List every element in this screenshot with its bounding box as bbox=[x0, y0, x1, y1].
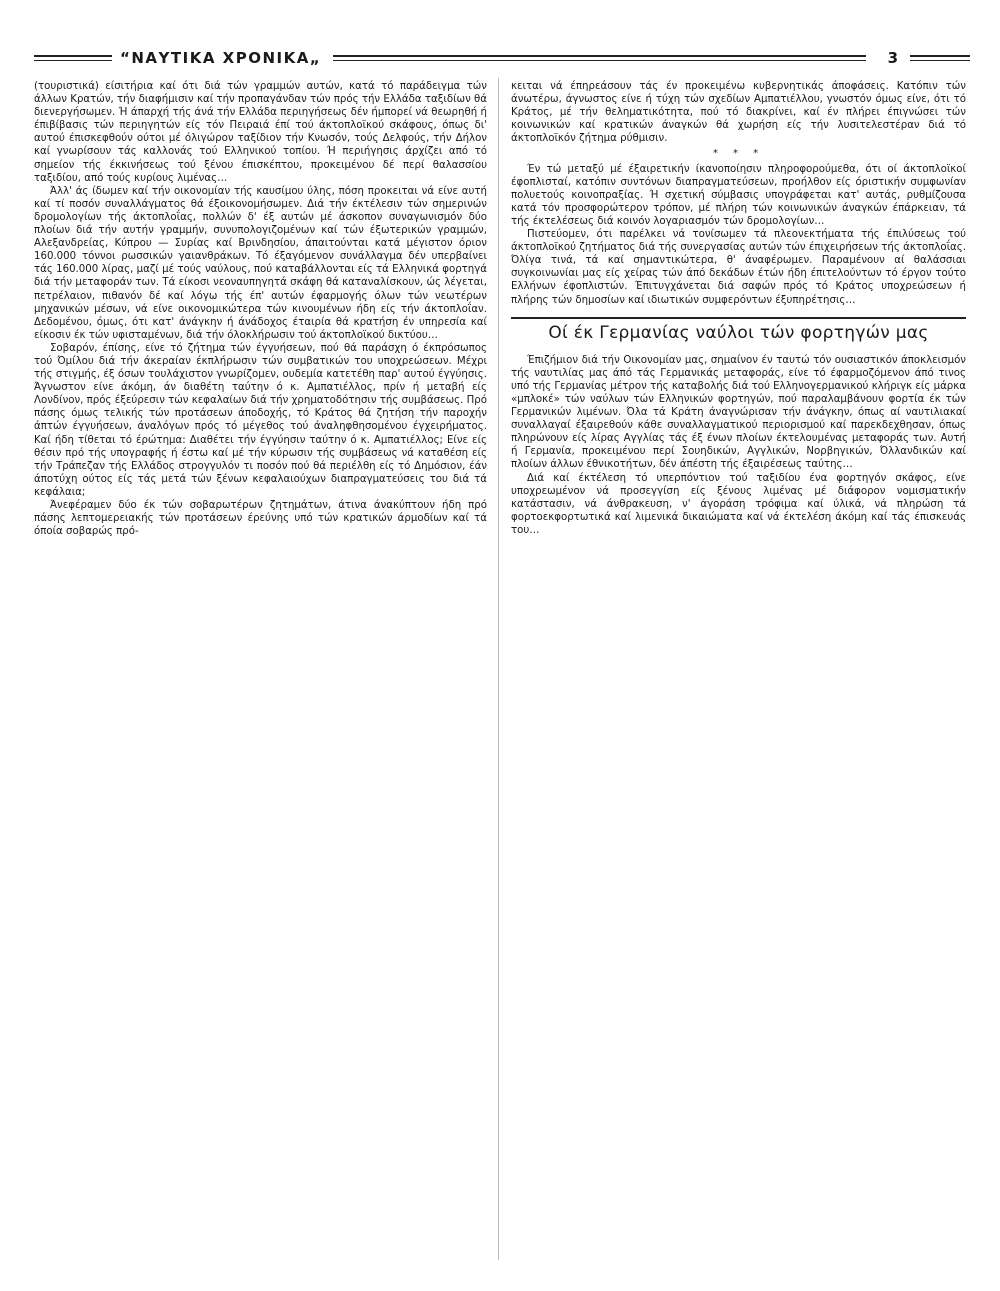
masthead bbox=[34, 46, 970, 70]
right-column bbox=[511, 80, 966, 1258]
left-paragraph: (τουριστικά) είσιτήρια καί ότι διά τών γραμμών αυτών, κατά τό παράδειγμα τών άλλων Κρατών, τήν διαφήμισιν καί τήν προπαγάνδαν τών πρός τήν Ελλάδα ταξιδίων θά διενεργήσωμεν. Ή άπαρχή τής άνά τήν Ελλάδα περιηγήσεως δέν ήμπορεί νά θεωρηθή ή έπιβίβασις τών περιηγητών είς τόν Πειραιά έπί τού άκτοπλοϊκού σκάφους, όπως δι' αυτού έπισκεφθούν ούτοι μέ όλιγώρον ταξίδιον τήν Κνωσόν, τούς Δελφούς, τήν Δήλον καί γνωρίσουν τάς καλλονάς τού Ελληνικού τοπίου. Ή περιήγησις άρχίζει από τό σημείον τής έκκινήσεως τού ξένου έπισκέπτου, προκειμένου δέ περί θαλασσίου ταξιδίου, από τούς κυρίους λιμένας… bbox=[34, 81, 487, 184]
left-paragraph: Σοβαρόν, έπίσης, είνε τό ζήτημα τών έγγυήσεων, πού θά παράσχη ό έκπρόσωπος τού Όμίλου διά τήν άκεραίαν έκπλήρωσιν τών συμβατικών του υποχρεώσεων. Μέχρι τής στιγμής, έξ όσων τουλάχιστον γνωρίζομεν, ουδεμία κατετέθη παρ' αυτού έγγύησις. Άγνωστον είνε άκόμη, άν διαθέτη ταύτην ό κ. Αμπατιέλλος, πρίν ή μεταβή είς Λονδίνον, πρός έξεύρεσιν τών κεφαλαίων διά τήν χρηματοδότησιν τής συμβάσεως. Πρό πάσης όμως τελικής τών προτάσεων άποδοχής, τό Κράτος θά ζητήση τήν παροχήν άπτών έγγυήσεων, άναλόγων πρός τό μέγεθος τού άναληφθησομένου έγχειρήματος. Καί ήδη τίθεται τό έρώτημα: Διαθέτει τήν έγγύησιν ταύτην ό κ. Αμπατιέλλος; Είνε είς θέσιν πρό τής υπογραφής ή έστω καί μέ τήν κύρωσιν τής συμβάσεως νά καταθέση είς τήν Τράπεζαν τής Ελλάδος στρογγυλόν τι ποσόν πού θά περιέλθη είς τό Δημόσιον, έάν άποτύχη ούτος είς τάς μετά τών ξένων κεφαλαιούχων διαπραγματεύσεις του διά τά κεφάλαια; bbox=[34, 342, 487, 498]
masthead-rule-right bbox=[910, 55, 970, 61]
section-separator: * * * bbox=[712, 148, 765, 160]
article-paragraph: Διά καί έκτέλεση τό υπερπόντιον τού ταξιδίου ένα φορτηγόν σκάφος, είνε υποχρεωμένον νά προσεγγίση είς ξένους λιμένας μέ διάφορον νομισματικήν κατάστασιν, νά άνθρακευση, ν' άγοράση τρόφιμα καί ύλικά, νά πληρώση τά φορτοεκφορτωτικά καί λιμενικά δικαιώματα καί νά έκτελέση άκόμη καί τάς έπισκευάς του… bbox=[511, 472, 966, 536]
article-title: Οί έκ Γερμανίας ναύλοι τών φορτηγών μας bbox=[511, 317, 966, 346]
right-paragraph: Έν τώ μεταξύ μέ έξαιρετικήν ίκανοποίησιν πληροφορούμεθα, ότι οί άκτοπλοϊκοί έφοπλισταί, κατόπιν συντόνων διαπραγματεύσεων, προήλθον είς όριστικήν συμφωνίαν πολυετούς κοινοπραξίας. Ή σχετική σύμβασις υπογράφεται κατ' αυτάς, ρυθμίζουσα κατά τόν προσφορώτερον τρόπον, μέ πλήρη τών κοινωνικών άναγκών έπάρκειαν, τά τής έκτελέσεως διά κοινόν λογαριασμόν τών δρομολογίων… bbox=[511, 163, 966, 227]
journal-title: “ΝΑΥΤΙΚΑ ΧΡΟΝΙΚΑ„ bbox=[120, 49, 322, 67]
masthead-rule-left bbox=[34, 55, 112, 61]
left-paragraph: Άλλ' άς ίδωμεν καί τήν οικονομίαν τής καυσίμου ύλης, πόση προκειται νά είνε αυτή καί τί ποσόν συναλλάγματος θά έξοικονομήσωμεν. Διά τήν έκτέλεσιν τών σημερινών δρομολογίων τής άκτοπλοΐας, πολλών δ' έξ αυτών μέ άσκοπον συναγωνισμόν δύο πλοίων διά τήν αυτήν γραμμήν, συνυπολογιζομένων καί τών έξωτερικών γραμμών, Αλεξανδρείας, Κύπρου — Συρίας καί Βρινδησίου, άπαιτούνται κατά μέγιστον όριον 160.000 τόννοι ρωσσικών γαιανθράκων. Τό έξαγόμενον συνάλλαγμα δέν υπερβαίνει τάς 160.000 λίρας, μαζί μέ τούς ναύλους, πού καταβάλλονται είς τά Ελληνικά φορτηγά διά τήν μεταφοράν των. Τά είκοσι νεοναυπηγητά σκάφη θά καταναλίσκουν, ώς λέγεται, πετρέλαιον, πιθανόν δέ καί λόγω τής έπ' αυτών έφαρμογής όλων τών νεωτέρων μηχανικών μέσων, νά είνε οικονομικώτερα τών κινουμένων ήδη είς τήν άκτοπλοΐαν. Δεδομένου, όμως, ότι κατ' άνάγκην ή άνάδοχος έταιρία θά κρατήση έν υπηρεσία καί είκοσιν έκ τών υφισταμένων, διά τήν όλοκλήρωσιν τού άκτοπλοϊκού δικτύου… bbox=[34, 185, 487, 341]
right-paragraph: Πιστεύομεν, ότι παρέλκει νά τονίσωμεν τά πλεονεκτήματα τής έπιλύσεως τού άκτοπλοϊκού ζητήματος διά τής συνεργασίας αυτών τών έπιχειρήσεων τής άκτοπλοΐας. Όλίγα τινά, τά καί σημαντικώτερα, θ' άναφέρωμεν. Παραμένουν αί θαλάσσιαι συγκοινωνίαι μας είς χείρας τών άπό δεκάδων έτών ήδη έπιτελούντων τό έργον τούτο Ελλήνων έφοπλιστών. Έπιτυγχάνεται διά σαφών πρός τό Κράτος υποχρεώσεων ή πλήρης τών δημοσίων καί ιδιωτικών συμφερόντων έξυπηρέτησις… bbox=[511, 229, 966, 306]
masthead-rule-middle bbox=[333, 55, 865, 61]
left-column bbox=[34, 80, 487, 1258]
article-paragraph: Έπιζήμιον διά τήν Οικονομίαν μας, σημαίνον έν ταυτώ τόν ουσιαστικόν άποκλεισμόν τής ναυτιλίας μας άπό τάς Γερμανικάς μεταφοράς, είνε τό έφαρμοζόμενον άπό τινος υπό τής Γερμανίας μέτρον τής καταβολής διά τού Ελληνογερμανικού κλήριγκ είς μάρκα «μπλοκέ» τών ναύλων τών Ελληνικών φορτηγών, πού παραλαμβάνουν φορτία έκ τών Γερμανικών λιμένων. Όλα τά Κράτη άναγνώρισαν τήν άνάγκην, όπως αί ναυτιλιακαί συναλλαγαί έξαιρεθούν κάθε συναλλαγματικού περιορισμού καί παρεκδεχθησαν, όπως πληρώνουν είς λίρας Αγγλίας τάς έξ ένων πλοίων έκτελουμένας μεταφοράς των. Αυτή ή Γερμανία, προκειμένου περί Σουηδικών, Αγγλικών, Νορβηγικών, Όλλανδικών καί πλοίων άλλων έθνικοτήτων, δέν άπέστη τής έξαιρέσεως ταύτης… bbox=[511, 354, 966, 471]
column-divider bbox=[498, 78, 499, 1260]
left-paragraph: Άνεφέραμεν δύο έκ τών σοβαρωτέρων ζητημάτων, άτινα άνακύπτουν ήδη πρό πάσης λεπτομερειακής τών προτάσεων έρεύνης υπό τών κρατικών άρμοδίων καί τά όποία σοβαρώς πρό- bbox=[34, 500, 487, 538]
right-paragraph: κειται νά έπηρεάσουν τάς έν προκειμένω κυβερνητικάς άποφάσεις. Κατόπιν τών άνωτέρω, άγνωστος είνε ή τύχη τών σχεδίων Αμπατιέλλου, γνωστόν όμως είνε, ότι τό Κράτος, μέ τήν θεληματικότητα, πού τό διακρίνει, καί έν πλήρει έπιγνώσει τών κοινωνικών καί κρατικών άναγκών θά χωρήση είς τήν λυσιτελεστέραν διά τό άκτοπλοϊκόν ζήτημα ρύθμισιν. bbox=[511, 81, 966, 145]
page-number: 3 bbox=[887, 49, 898, 67]
